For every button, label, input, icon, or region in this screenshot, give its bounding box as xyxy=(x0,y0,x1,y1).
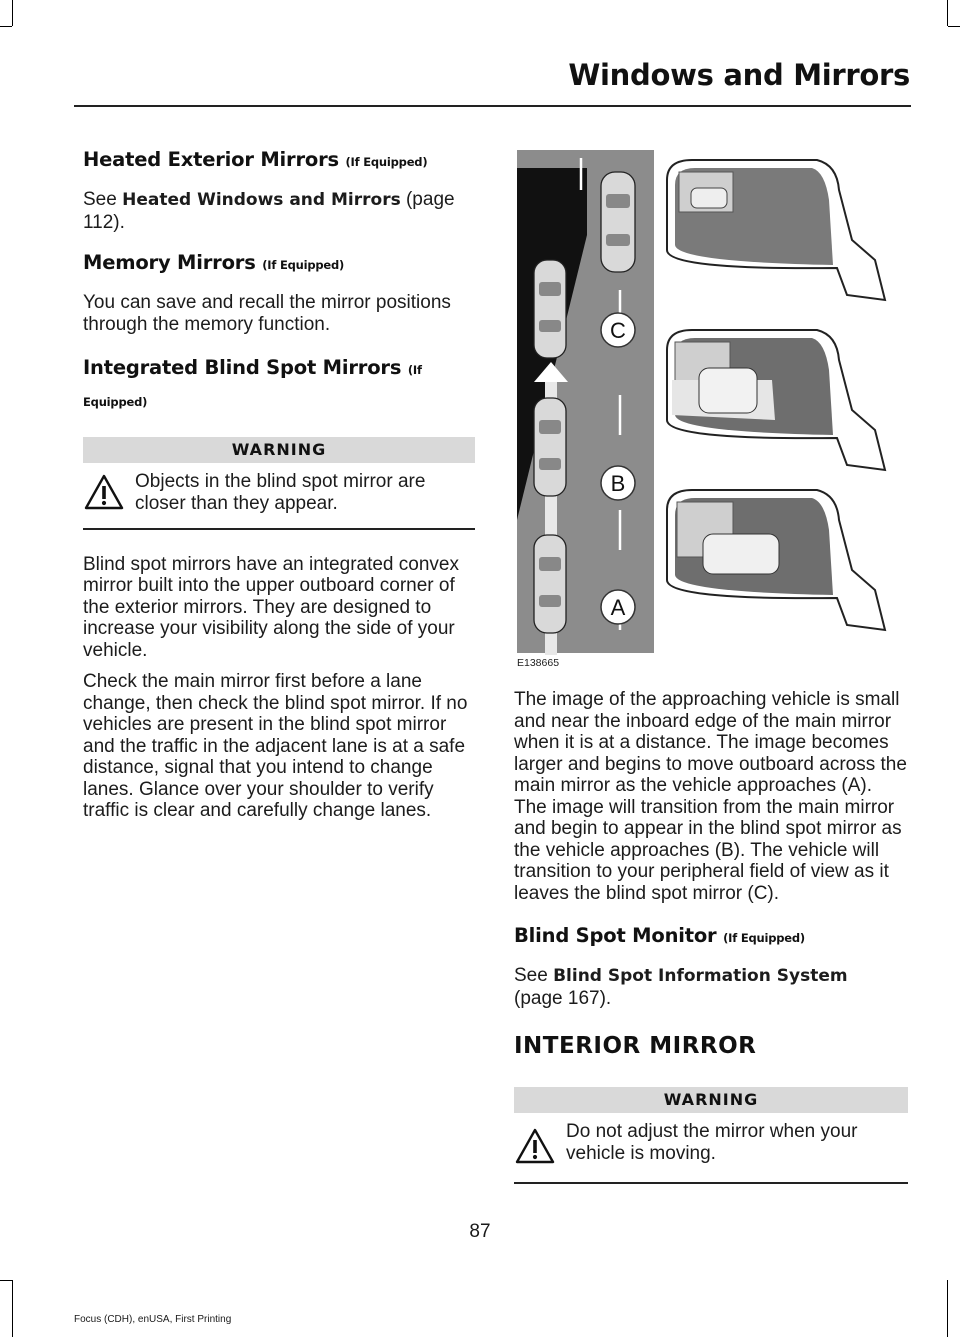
callout-b: B xyxy=(610,471,626,496)
warning-triangle-icon xyxy=(83,471,135,516)
blind-spot-monitor-ref: See Blind Spot Information System (page 167). xyxy=(514,965,848,1009)
heated-mirrors-ref: See Heated Windows and Mirrors (page 112). xyxy=(83,189,455,233)
callout-c: C xyxy=(610,318,626,343)
figure-id: E138665 xyxy=(517,657,560,669)
header-rule xyxy=(74,105,911,107)
heated-windows-link[interactable]: Heated Windows and Mirrors xyxy=(122,190,401,210)
crop-mark-top-right xyxy=(947,0,948,26)
mirror-b xyxy=(667,330,885,470)
ibsm-paragraph-1: Blind spot mirrors have an integrated convex mirror built into the upper outboard corner of the exterior mirrors. They are designed to increase your visibility along the side of your vehicle. xyxy=(83,553,459,661)
warning-triangle-icon xyxy=(514,1121,566,1170)
warning-text: Objects in the blind spot mirror are closer than they appear. xyxy=(135,471,426,514)
memory-mirrors-heading: Memory Mirrors (If Equipped) xyxy=(83,251,345,274)
blind-spot-figure xyxy=(517,150,907,670)
crop-mark-top-right-h xyxy=(948,26,960,27)
warning-rule-2 xyxy=(514,1182,908,1184)
warning-label-2: WARNING xyxy=(514,1087,908,1113)
crop-mark-bottom-left xyxy=(12,1280,13,1337)
warning-label: WARNING xyxy=(83,437,475,463)
mirror-transition-paragraph: The image of the approaching vehicle is small and near the inboard edge of the main mirror when it is at a distance. The image becomes larger and begins to move outboard across the main mirror as the vehicle approaches (A). The image will transition from the main mirror and begin to appear in the blind spot mirror as the vehicle approaches (B). The vehicle will transition to your peripheral field of view as it leaves the blind spot mirror (C). xyxy=(514,689,907,904)
crop-mark-top-left xyxy=(12,0,13,26)
crop-mark-bottom-right xyxy=(947,1280,948,1337)
blis-link[interactable]: Blind Spot Information System xyxy=(553,966,848,986)
left-column xyxy=(83,148,475,822)
interior-mirror-heading: INTERIOR MIRROR xyxy=(514,1033,757,1059)
warning-box-2 xyxy=(514,1087,908,1184)
crop-mark-top-left-h xyxy=(0,26,12,27)
crop-mark-bottom-left-h xyxy=(0,1280,12,1281)
warning-rule xyxy=(83,528,475,530)
callout-a: A xyxy=(610,595,626,620)
ibsm-paragraph-2: Check the main mirror first before a lane change, then check the blind spot mirror. If no vehicles are present in the blind spot mirror and the traffic in the adjacent lane is at a safe distance, signal that you intend to change lanes. Glance over your shoulder to verify traffic is clear and carefully change lanes. xyxy=(83,671,468,821)
mirror-c xyxy=(667,160,885,300)
warning-text-2: Do not adjust the mirror when your vehicle is moving. xyxy=(566,1121,858,1164)
memory-mirrors-text: You can save and recall the mirror positions through the memory function. xyxy=(83,292,451,335)
mirror-a xyxy=(667,490,885,630)
blind-spot-monitor-heading: Blind Spot Monitor (If Equipped) xyxy=(514,924,805,947)
warning-box xyxy=(83,437,475,530)
heated-mirrors-heading: Heated Exterior Mirrors (If Equipped) xyxy=(83,148,428,171)
page-number: 87 xyxy=(469,1221,491,1242)
right-column xyxy=(514,689,908,1184)
ibsm-heading: Integrated Blind Spot Mirrors (If Equipped) xyxy=(83,356,422,409)
page-header-title: Windows and Mirrors xyxy=(568,58,910,92)
printing-info: Focus (CDH), enUSA, First Printing xyxy=(74,1314,232,1325)
